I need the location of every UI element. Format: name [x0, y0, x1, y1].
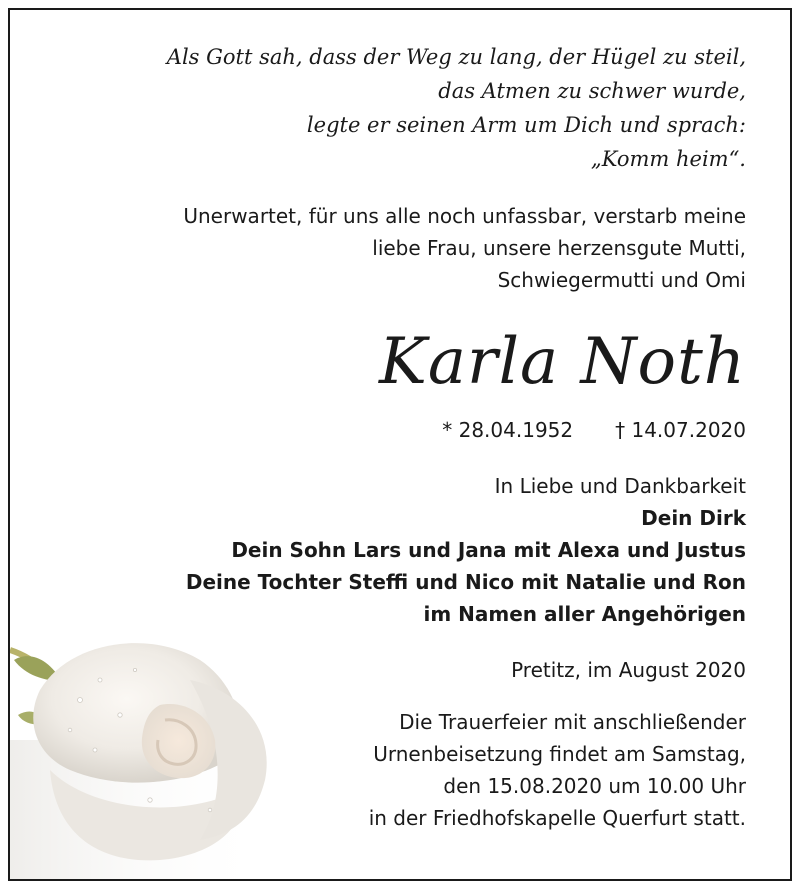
life-dates [46, 414, 746, 446]
obituary-text [46, 40, 746, 834]
poem-line: „Komm heim“. [590, 147, 746, 171]
funeral-details [46, 706, 746, 834]
announcement-line: Unerwartet, für uns alle noch unfassbar, verstarb meine [183, 204, 746, 228]
deceased-name: Karla Noth [379, 325, 746, 399]
ceremony-line: in der Friedhofskapelle Querfurt statt. [368, 806, 746, 830]
mourners [46, 470, 746, 630]
poem-line: Als Gott sah, dass der Weg zu lang, der Hügel zu steil, [166, 45, 746, 69]
mourner-line: Deine Tochter Steffi und Nico mit Natalie und Ron [185, 570, 746, 594]
poem-line: das Atmen zu schwer wurde, [438, 79, 746, 103]
mourner-line: Dein Dirk [641, 506, 746, 530]
obituary-frame [8, 8, 792, 881]
death-date: † 14.07.2020 [615, 418, 746, 442]
mourners-intro: In Liebe und Dankbarkeit [494, 474, 746, 498]
death-announcement [46, 200, 746, 296]
ceremony-line: Die Trauerfeier mit anschließender [399, 710, 746, 734]
announcement-line: liebe Frau, unsere herzensgute Mutti, [372, 236, 746, 260]
poem-line: legte er seinen Arm um Dich und sprach: [306, 113, 746, 137]
ceremony-line: den 15.08.2020 um 10.00 Uhr [443, 774, 746, 798]
announcement-line: Schwiegermutti und Omi [497, 268, 746, 292]
birth-date: * 28.04.1952 [442, 418, 574, 442]
mourner-line: Dein Sohn Lars und Jana mit Alexa und Justus [231, 538, 746, 562]
memorial-poem [46, 40, 746, 176]
mourner-line: im Namen aller Angehörigen [423, 602, 746, 626]
place-and-date: Pretitz, im August 2020 [511, 658, 746, 682]
ceremony-line: Urnenbeisetzung findet am Samstag, [373, 742, 746, 766]
